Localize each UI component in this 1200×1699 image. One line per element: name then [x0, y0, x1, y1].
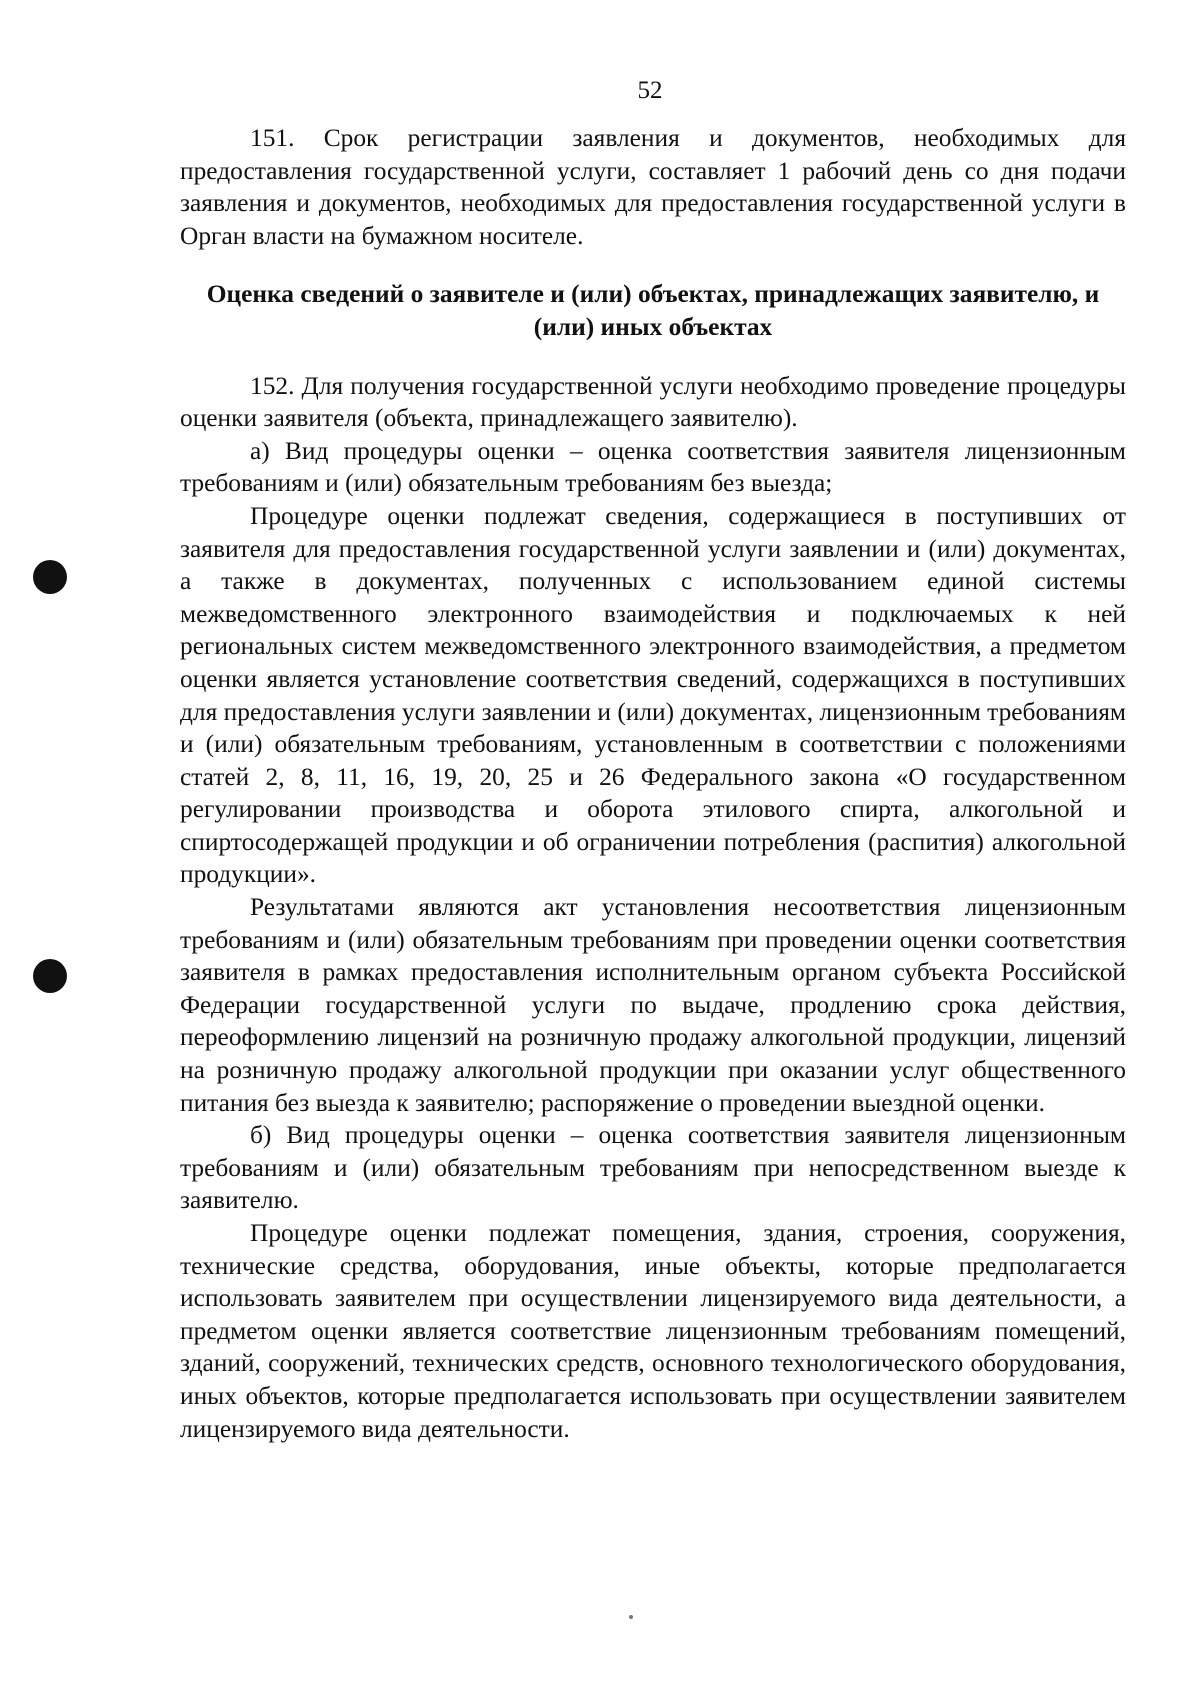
paragraph-item-a: а) Вид процедуры оценки – оценка соответствия заявителя лицензионным требованиям и (или) обязательным требованиям без выезда;	[180, 436, 1126, 498]
paragraph-results: Результатами являются акт установления несоответствия лицензионным требованиям и (или) обязательным требованиям при проведении оценки соответствия заявителя в рамках предоставления исполнительным органом субъекта Российской Федерации государственной услуги по выдаче, продлению срока действия, переоформлению лицензий на розничную продажу алкогольной продукции, лицензий на розничную продажу алкогольной продукции при оказании услуг общественного питания без выезда к заявителю; распоряжение о проведении выездной оценки.	[180, 893, 1126, 1117]
paragraph-152: 152. Для получения государственной услуги необходимо проведение процедуры оценки заявителя (объекта, принадлежащего заявителю).	[180, 371, 1126, 433]
page-number: 52	[637, 77, 663, 104]
paragraph-item-b: б) Вид процедуры оценки – оценка соответствия заявителя лицензионным требованиям и (или) обязательным требованиям при непосредственном выезде к заявителю.	[180, 1121, 1126, 1215]
paragraph-onsite-subject: Процедуре оценки подлежат помещения, здания, строения, сооружения, технические средства, оборудования, иные объекты, которые предполагается использовать заявителем при осуществлении лицензируемого вида деятельности, а предметом оценки является соответствие лицензионным требованиям помещений, зданий, сооружений, технических средств, основного технологического оборудования, иных объектов, которые предполагается использовать при осуществлении заявителем лицензируемого вида деятельности.	[180, 1219, 1126, 1443]
section-heading: Оценка сведений о заявителе и (или) объектах, принадлежащих заявителю, и (или) иных объектах	[206, 280, 1100, 341]
scan-speck	[629, 1615, 633, 1619]
paragraph-assessment-subject: Процедуре оценки подлежат сведения, содержащиеся в поступивших от заявителя для предоставления государственной услуги заявлении и (или) документах, а также в документах, полученных с использованием единой системы межведомственного электронного взаимодействия и подключаемых к ней региональных систем межведомственного электронного взаимодействия, а предметом оценки является установление соответствия сведений, содержащихся в поступивших для предоставления услуги заявлении и (или) документах, лицензионным требованиям и (или) обязательным требованиям, установленным в соответствии с положениями статей 2, 8, 11, 16, 19, 20, 25 и 26 Федерального закона «О государственном регулировании производства и оборота этилового спирта, алкогольной и спиртосодержащей продукции и об ограничении потребления (распития) алкогольной продукции».	[180, 501, 1126, 889]
punch-hole-mark	[33, 959, 67, 993]
document-body	[180, 122, 1126, 1445]
paragraph-151: 151. Срок регистрации заявления и документов, необходимых для предоставления государственной услуги, составляет 1 рабочий день со дня подачи заявления и документов, необходимых для предоставления государственной услуги в Орган власти на бумажном носителе.	[180, 124, 1126, 250]
punch-hole-mark	[33, 560, 67, 594]
